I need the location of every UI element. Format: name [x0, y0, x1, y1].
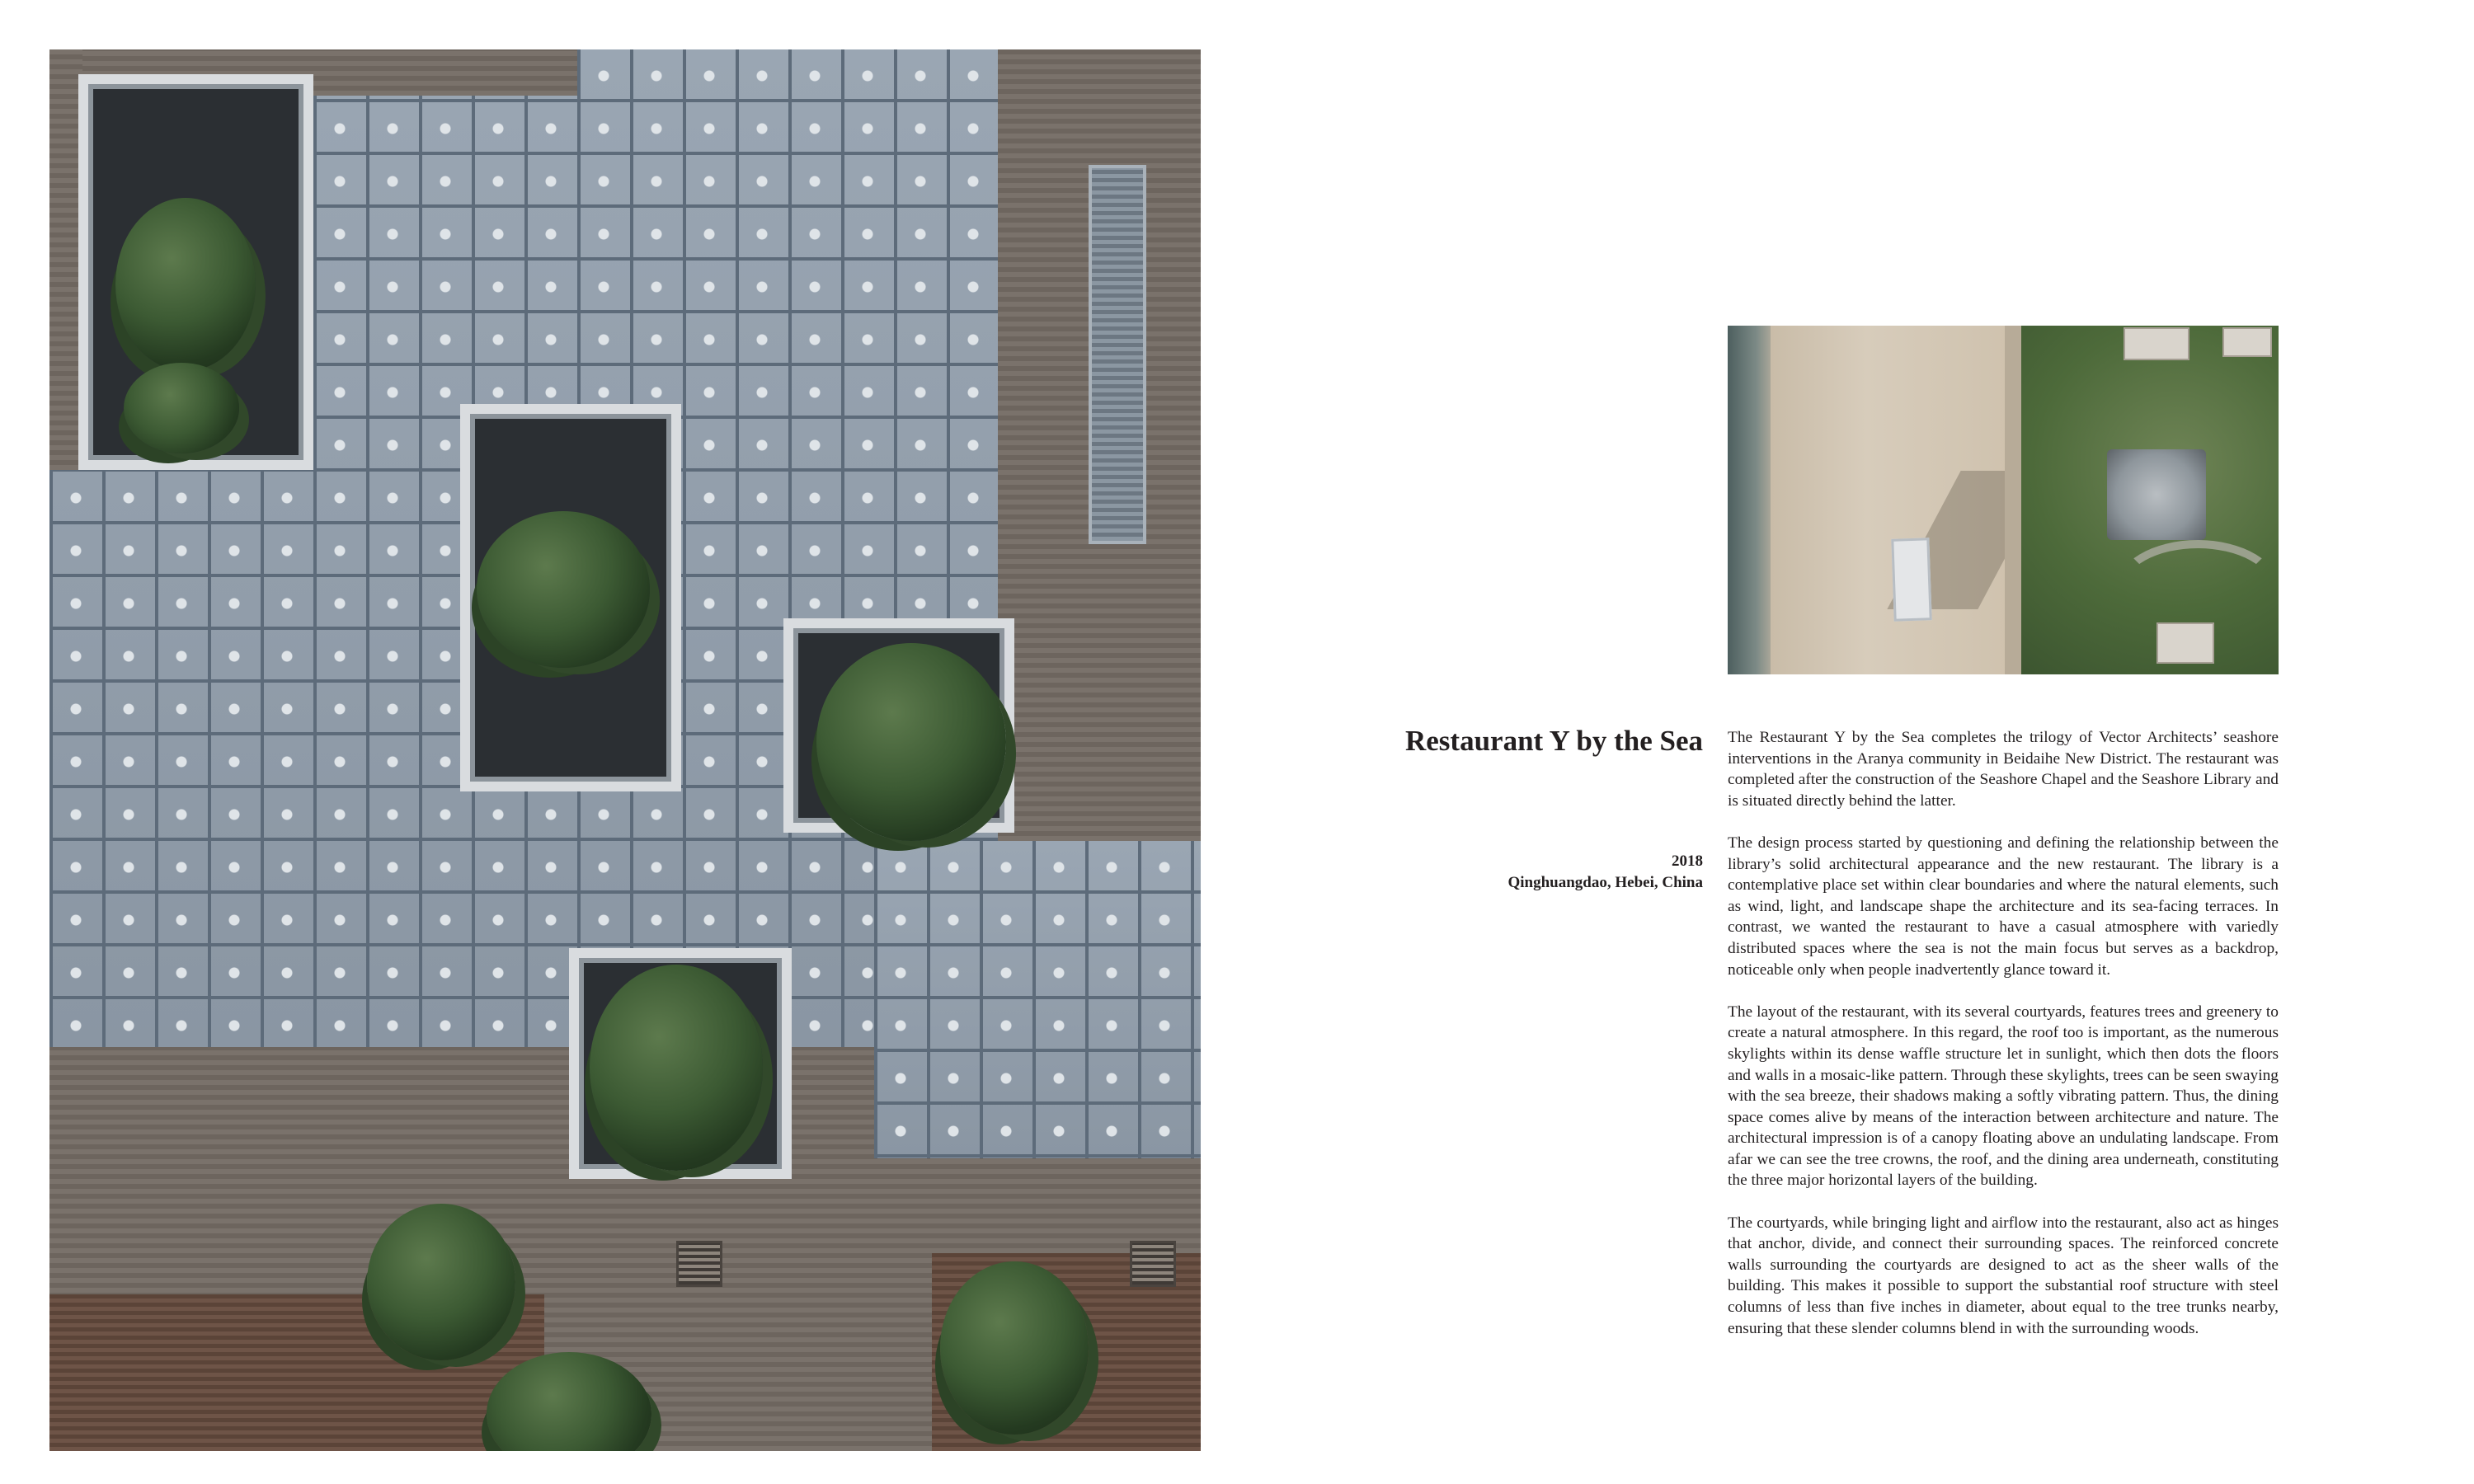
project-location: Qinghuangdao, Hebei, China [1507, 873, 1703, 891]
courtyard-tree [124, 363, 239, 453]
courtyard-tree [816, 643, 1006, 841]
restaurant-roof [2107, 449, 2206, 540]
seashore-library-building [1891, 538, 1931, 622]
aerial-roof-photo [49, 49, 1201, 1451]
villa [2124, 327, 2189, 360]
courtyard-tree [477, 511, 650, 668]
courtyard-tree [590, 965, 763, 1171]
courtyard-tree [940, 1261, 1089, 1435]
floor-vent [1130, 1241, 1176, 1287]
garden-path [2115, 540, 2279, 639]
boardwalk [2005, 326, 2021, 674]
project-title: Restaurant Y by the Sea [1404, 725, 1703, 757]
paragraph: The layout of the restaurant, with its several courtyards, features trees and greenery to create a natural atmosphere. In this regard, the roof too is important, as the numerous skylights within its dense waffle structure let in sunlight, which then dots the floors and walls in a mosaic-like pattern. Through these skylights, trees can be seen swaying with the sea breeze, their shadows making a softly vibrating pattern. Thus, the dining space comes alive by means of the interaction between architecture and nature. The architectural impression is of a canopy floating above an undulating landscape. From afar we can see the tree crowns, the roof, and the dining area underneath, constituting the three major horizontal layers of the building. [1728, 1003, 2279, 1190]
villa [2222, 327, 2272, 357]
paragraph: The courtyards, while bringing light and airflow into the restaurant, also act as hinges that anchor, divide, and connect their surrounding spaces. The reinforced concrete walls surrounding the courtyards are designed to act as the sheer walls of the building. This makes it possible to support the substantial roof structure with steel columns of less than five inches in diameter, about equal to the tree trunks nearby, ensuring that these slender columns blend in with the surrounding woods. [1728, 1214, 2279, 1337]
courtyard-tree [115, 198, 256, 371]
project-description [1728, 727, 2279, 1360]
paragraph: The Restaurant Y by the Sea completes the trilogy of Vector Architects’ seashore interventions in the Aranya community in Beidaihe New District. The restaurant was completed after the construction of the Seashore Chapel and the Seashore Library and is situated directly behind the latter. [1728, 729, 2279, 810]
wooden-deck [49, 49, 82, 470]
sea [1728, 326, 1776, 674]
waffle-roof [874, 841, 1201, 1158]
exterior-staircase [1089, 165, 1146, 544]
project-meta [1208, 851, 1703, 893]
site-aerial-photo [1728, 326, 2279, 674]
courtyard-tree [367, 1204, 515, 1360]
project-year: 2018 [1672, 852, 1703, 870]
paragraph: The design process started by questioning and defining the relationship between the library’s solid architectural appearance and the new restaurant. The library is a contemplative place set within clear boundaries and where the natural elements, such as wind, light, and landscape shape the architecture and its sea-facing terraces. In contrast, we wanted the restaurant to have a casual atmosphere with variedly distributed spaces where the sea is not the main focus but serves as a backdrop, noticeable only when people inadvertently glance toward it. [1728, 834, 2279, 979]
floor-vent [676, 1241, 722, 1287]
